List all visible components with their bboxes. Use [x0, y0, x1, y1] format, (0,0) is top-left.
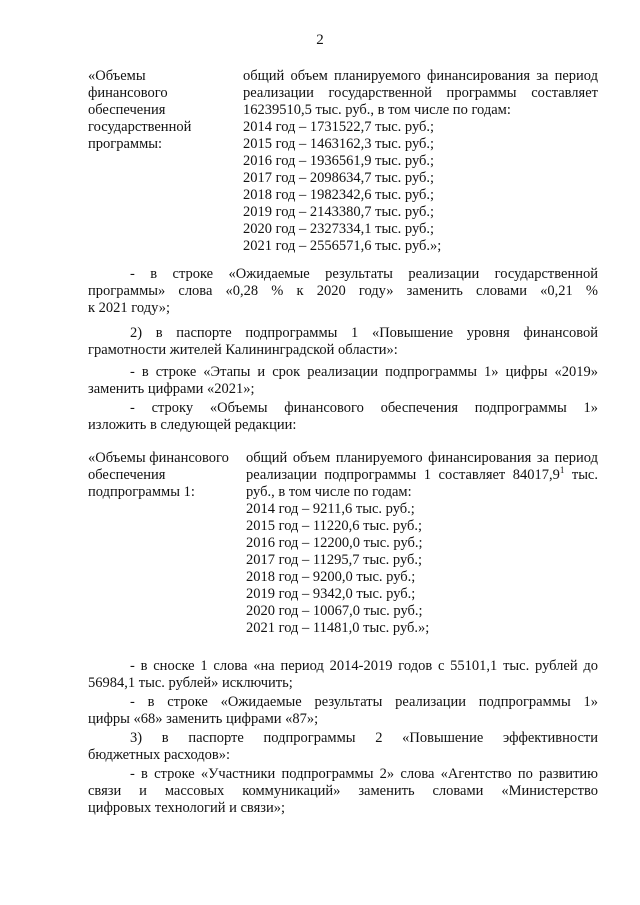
- paragraph-line: программы» слова «0,28 % к 2020 году» заменить словами «0,21 %: [88, 283, 598, 299]
- paragraph-line: изложить в следующей редакции:: [88, 417, 297, 433]
- paragraph-line: - в строке «Ожидаемые результаты реализации подпрограммы 1»: [130, 694, 598, 710]
- program-financing-content: [243, 68, 598, 255]
- paragraph-line: цифровых технологий и связи»;: [88, 800, 286, 816]
- year-amount-line: 2021 год – 2556571,6 тыс. руб.»;: [243, 238, 442, 254]
- subprogram-financing-label: [88, 450, 248, 501]
- year-amount-line: 2014 год – 9211,6 тыс. руб.;: [246, 501, 415, 517]
- amendment-paragraph: [88, 364, 598, 398]
- subprogram-financing-content: [246, 450, 598, 637]
- paragraph-line: 3) в паспорте подпрограммы 2 «Повышение эффективности: [130, 730, 598, 746]
- label-line: обеспечения: [88, 102, 166, 118]
- intro-text: общий объем планируемого финансирования за период реализации подпрограммы 1 составляет 84017,9: [246, 450, 598, 483]
- year-amount-line: 2016 год – 1936561,9 тыс. руб.;: [243, 153, 435, 169]
- subprogram-financing-intro: [246, 450, 598, 501]
- year-amount-line: 2016 год – 12200,0 тыс. руб.;: [246, 535, 423, 551]
- subprogram-financing-years: [246, 501, 598, 637]
- paragraph-line: бюджетных расходов»:: [88, 747, 231, 763]
- label-line: программы:: [88, 136, 163, 152]
- label-line: обеспечения: [88, 467, 166, 483]
- amendment-paragraph: [88, 400, 598, 434]
- paragraph-line: - в строке «Ожидаемые результаты реализации государственной: [130, 266, 598, 282]
- year-amount-line: 2019 год – 9342,0 тыс. руб.;: [246, 586, 416, 602]
- label-line: подпрограммы 1:: [88, 484, 195, 500]
- paragraph-line: заменить цифрами «2021»;: [88, 381, 255, 397]
- label-line: государственной: [88, 119, 192, 135]
- intro-text: тыс. руб., в том числе по годам:: [246, 467, 598, 500]
- program-financing-years: [243, 119, 598, 255]
- paragraph-line: 2) в паспорте подпрограммы 1 «Повышение уровня финансовой: [130, 325, 598, 341]
- footnote-marker: 1: [559, 465, 565, 476]
- label-line: «Объемы финансового: [88, 450, 229, 466]
- paragraph-line: грамотности жителей Калининградской области»:: [88, 342, 398, 358]
- amendment-paragraph: [88, 730, 598, 764]
- page-number: 2: [316, 32, 324, 48]
- paragraph-line: 56984,1 тыс. рублей» исключить;: [88, 675, 293, 691]
- label-line: финансового: [88, 85, 168, 101]
- year-amount-line: 2021 год – 11481,0 тыс. руб.»;: [246, 620, 430, 636]
- amendment-paragraph: [88, 766, 598, 817]
- label-line: «Объемы: [88, 68, 146, 84]
- paragraph-line: к 2021 году»;: [88, 300, 170, 316]
- year-amount-line: 2020 год – 10067,0 тыс. руб.;: [246, 603, 423, 619]
- year-amount-line: 2018 год – 9200,0 тыс. руб.;: [246, 569, 416, 585]
- year-amount-line: 2018 год – 1982342,6 тыс. руб.;: [243, 187, 435, 203]
- paragraph-line: - в строке «Этапы и срок реализации подпрограммы 1» цифры «2019»: [130, 364, 598, 380]
- amendment-paragraph: [88, 694, 598, 728]
- paragraph-line: цифры «68» заменить цифрами «87»;: [88, 711, 319, 727]
- year-amount-line: 2017 год – 11295,7 тыс. руб.;: [246, 552, 423, 568]
- paragraph-line: - в строке «Участники подпрограммы 2» слова «Агентство по развитию: [130, 766, 598, 782]
- program-financing-intro: общий объем планируемого финансирования за период реализации государственной программы составляет 16239510,5 тыс. руб., в том числе по годам:: [243, 68, 598, 118]
- paragraph-line: - в сноске 1 слова «на период 2014-2019 годов с 55101,1 тыс. рублей до: [130, 658, 598, 674]
- year-amount-line: 2014 год – 1731522,7 тыс. руб.;: [243, 119, 435, 135]
- amendment-paragraph: [88, 658, 598, 692]
- program-financing-label: [88, 68, 248, 153]
- amendment-paragraph: [88, 266, 598, 317]
- year-amount-line: 2020 год – 2327334,1 тыс. руб.;: [243, 221, 435, 237]
- paragraph-line: связи и массовых коммуникаций» заменить словами «Министерство: [88, 783, 598, 799]
- year-amount-line: 2019 год – 2143380,7 тыс. руб.;: [243, 204, 435, 220]
- paragraph-line: - строку «Объемы финансового обеспечения подпрограммы 1»: [130, 400, 598, 416]
- amendment-paragraph: [88, 325, 598, 359]
- year-amount-line: 2017 год – 2098634,7 тыс. руб.;: [243, 170, 435, 186]
- year-amount-line: 2015 год – 1463162,3 тыс. руб.;: [243, 136, 435, 152]
- year-amount-line: 2015 год – 11220,6 тыс. руб.;: [246, 518, 423, 534]
